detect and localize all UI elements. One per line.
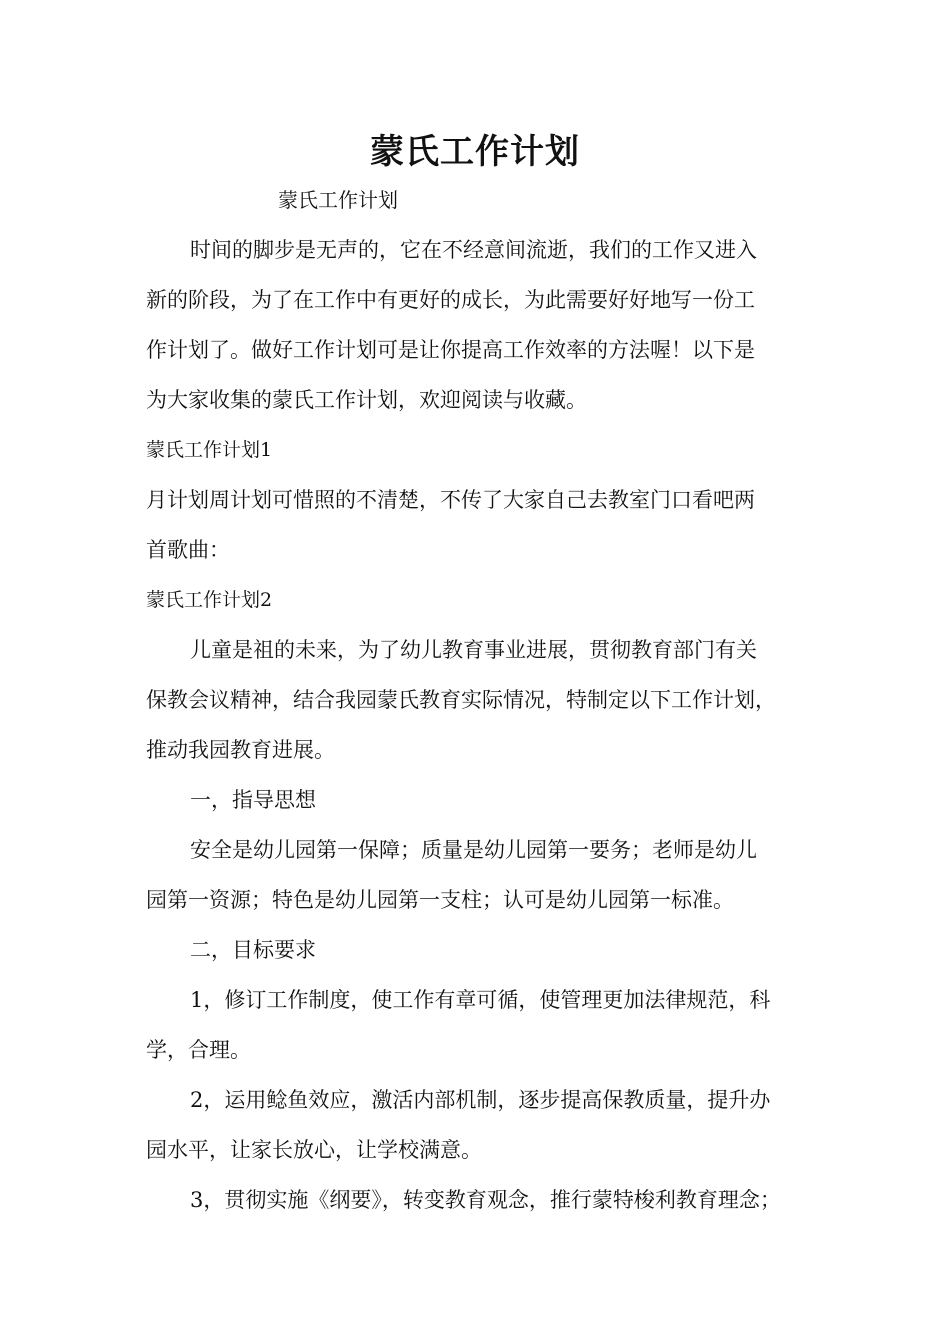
section-heading: 蒙氏工作计划1: [146, 439, 273, 461]
paragraph-line: 推动我园教育进展。: [146, 738, 335, 762]
paragraph-line: 1，修订工作制度，使工作有章可循，使管理更加法律规范，科: [190, 988, 771, 1012]
paragraph-line: 学，合理。: [146, 1038, 251, 1062]
document-subtitle: 蒙氏工作计划: [278, 188, 398, 212]
paragraph-line: 儿童是祖的未来，为了幼儿教育事业进展，贯彻教育部门有关: [190, 638, 757, 662]
paragraph-line: 2，运用鲶鱼效应，激活内部机制，逐步提高保教质量，提升办: [190, 1088, 771, 1112]
paragraph-line: 月计划周计划可惜照的不清楚，不传了大家自己去教室门口看吧两: [146, 488, 755, 512]
section-heading: 二，目标要求: [190, 938, 316, 962]
paragraph-line: 3，贯彻实施《纲要》，转变教育观念，推行蒙特梭利教育理念；: [190, 1188, 781, 1212]
paragraph-line: 园水平，让家长放心，让学校满意。: [146, 1138, 482, 1162]
section-heading: 一，指导思想: [190, 788, 316, 812]
document-title: 蒙氏工作计划: [370, 132, 580, 172]
paragraph-line: 安全是幼儿园第一保障；质量是幼儿园第一要务；老师是幼儿: [190, 838, 757, 862]
paragraph-line: 园第一资源；特色是幼儿园第一支柱；认可是幼儿园第一标准。: [146, 888, 734, 912]
paragraph-line: 为大家收集的蒙氏工作计划，欢迎阅读与收藏。: [146, 388, 587, 412]
paragraph-line: 作计划了。做好工作计划可是让你提高工作效率的方法喔！以下是: [146, 338, 755, 362]
paragraph-line: 新的阶段，为了在工作中有更好的成长，为此需要好好地写一份工: [146, 288, 755, 312]
paragraph-line: 首歌曲：: [146, 538, 230, 562]
paragraph-line: 时间的脚步是无声的，它在不经意间流逝，我们的工作又进入: [190, 238, 757, 262]
paragraph-line: 保教会议精神，结合我园蒙氏教育实际情况，特制定以下工作计划，: [146, 688, 776, 712]
section-heading: 蒙氏工作计划2: [146, 589, 273, 611]
